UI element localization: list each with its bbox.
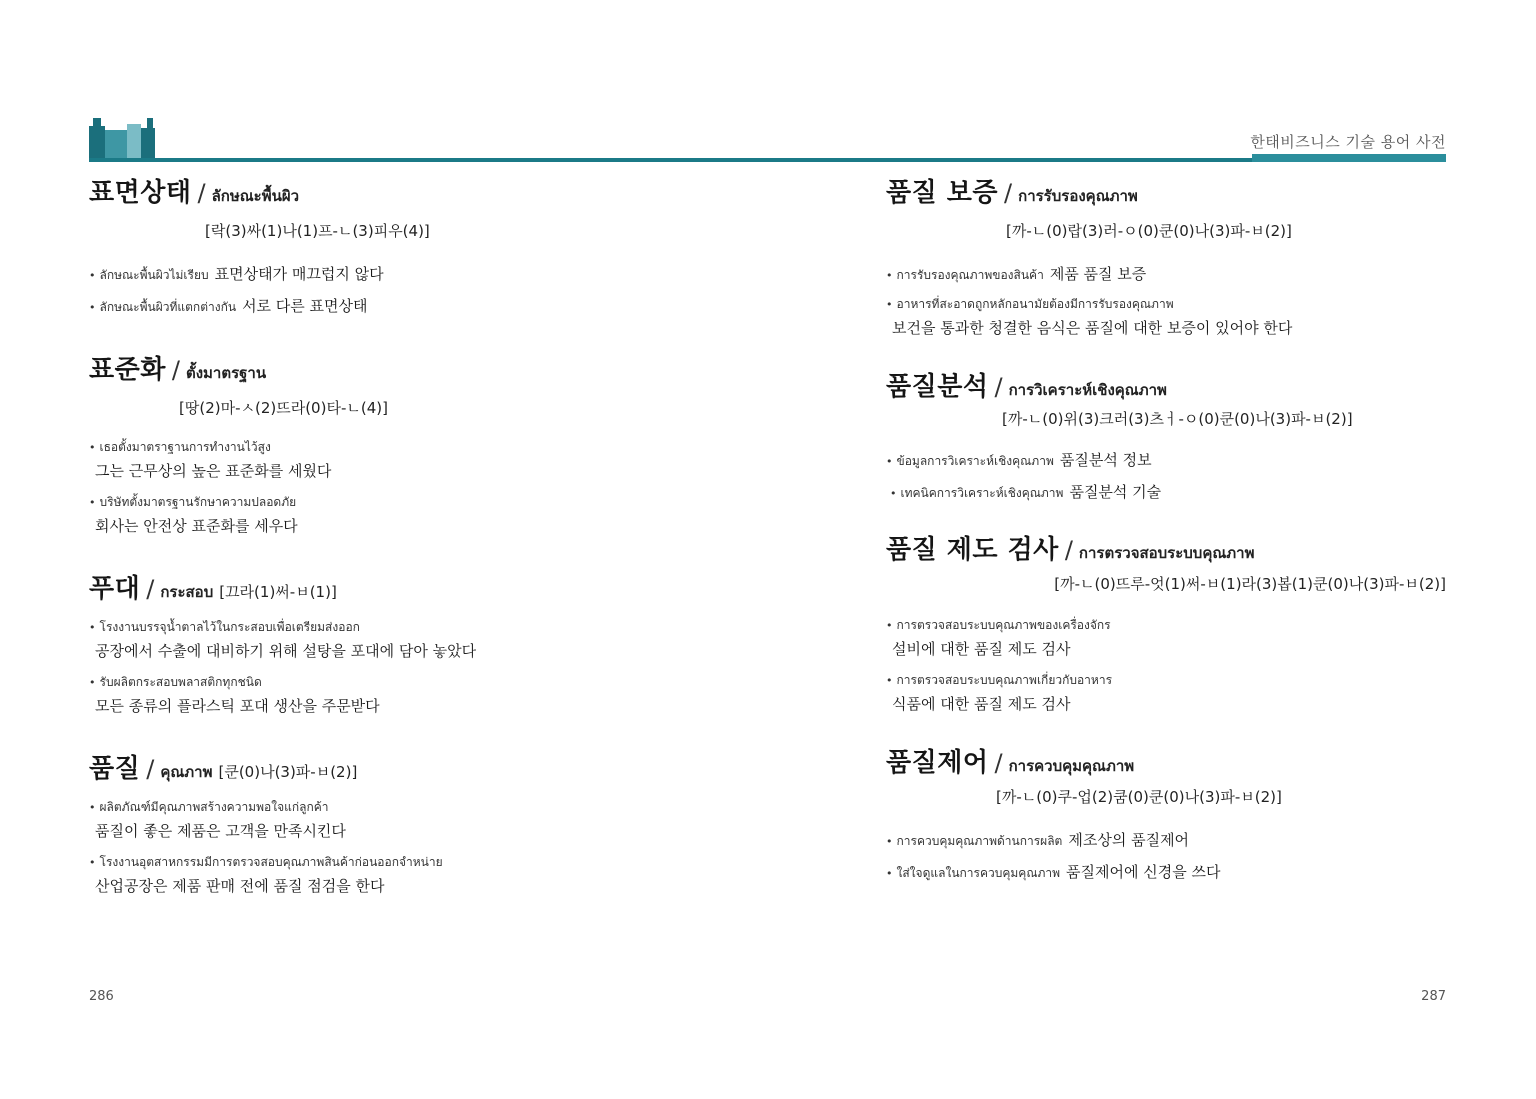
example-line: • ลักษณะพื้นผิวที่แตกต่างกัน 서로 다른 표면상태 (89, 297, 368, 315)
example-thai: • การตรวจสอบระบบคุณภาพเกี่ยวกับอาหาร (886, 673, 1113, 687)
dictionary-entry: 품질제어 / การควบคุมคุณภาพ [까-ㄴ(0)쿠-업(2)쿰(0)쿤(0)나(3)파-ㅂ(2)] • การควบคุมคุณภาพด้านการผลิต 제조상의 품질제어 • ใส่ใจดูแลในการควบคุมคุณภาพ 품질제어에 신경을 쓰다 (886, 750, 1446, 883)
entry-term: 품질분석 (886, 372, 989, 402)
dictionary-entry: 품질 / คุณภาพ [쿤(0)나(3)파-ㅂ(2)] • ผลิตภัณฑ์มีคุณภาพสร้างความพอใจแก่ลูกค้า 품질이 좋은 제품은 고객을 만족시킨다 • โรงงานอุตสาหกรรมมีการตรวจสอบคุณภาพสินค้าก่อนออกจำหน่าย 산업공장은 제품 판매 전에 품질 점검을 한다 (89, 756, 779, 896)
example-line: • ใส่ใจดูแลในการควบคุมคุณภาพ 품질제어에 신경을 쓰다 (886, 863, 1221, 881)
header-rule-accent (1252, 154, 1446, 162)
example-thai: • โรงงานอุตสาหกรรมมีการตรวจสอบคุณภาพสินค้าก่อนออกจำหน่าย (89, 855, 443, 869)
example-korean: 식품에 대한 품질 제도 검사 (892, 695, 1071, 713)
entry-pronunciation: [끄라(1)써-ㅂ(1)] (219, 583, 337, 601)
example-thai: • รับผลิตกระสอบพลาสติกทุกชนิด (89, 675, 262, 689)
entry-term: 품질제어 (886, 748, 989, 778)
example-korean: 회사는 안전상 표준화를 세우다 (95, 517, 298, 535)
entry-thai: การควบคุมคุณภาพ (1008, 757, 1135, 775)
example-line: • ข้อมูลการวิเคราะห์เชิงคุณภาพ 품질분석 정보 (886, 451, 1152, 469)
entry-term: 푸대 (89, 574, 141, 604)
example-thai: • โรงงานบรรจุน้ำตาลไว้ในกระสอบเพื่อเตรียมส่งออก (89, 620, 360, 634)
dictionary-entry: 품질 보증 / การรับรองคุณภาพ [까-ㄴ(0)랍(3)러-ㅇ(0)쿤(0)나(3)파-ㅂ(2)] • การรับรองคุณภาพของสินค้า 제품 품질 보증 • อาหารที่สะอาดถูกหลักอนามัยต้องมีการรับรองคุณภาพ 보건을 통과한 청결한 음식은 품질에 대한 보증이 있어야 한다 (886, 180, 1446, 338)
example-korean: 모든 종류의 플라스틱 포대 생산을 주문받다 (95, 697, 380, 715)
entry-term: 품질 보증 (886, 178, 999, 208)
entry-term: 표면상태 (89, 178, 192, 208)
dictionary-entry: 표면상태 / ลักษณะพื้นผิว [락(3)싸(1)나(1)프-ㄴ(3)피우(4)] • ลักษณะพื้นผิวไม่เรียบ 표면상태가 매끄럽지 않다 • ลักษณะพื้นผิวที่แตกต่างกัน 서로 다른 표면상태 (89, 180, 779, 317)
entry-pronunciation: [까-ㄴ(0)쿠-업(2)쿰(0)쿤(0)나(3)파-ㅂ(2)] (996, 788, 1282, 806)
entry-thai: ตั้งมาตรฐาน (185, 364, 267, 382)
example-thai: • การตรวจสอบระบบคุณภาพของเครื่องจักร (886, 618, 1111, 632)
example-korean: 품질이 좋은 제품은 고객을 만족시킨다 (95, 822, 346, 840)
entry-thai: ลักษณะพื้นผิว (211, 187, 300, 205)
example-korean: 공장에서 수출에 대비하기 위해 설탕을 포대에 담아 놓았다 (95, 642, 477, 660)
page-number-right: 287 (1421, 989, 1446, 1004)
entry-pronunciation: [락(3)싸(1)나(1)프-ㄴ(3)피우(4)] (205, 222, 430, 240)
book-title: 한태비즈니스 기술 용어 사전 (1250, 133, 1446, 151)
entry-term: 품질 (89, 754, 141, 784)
entry-pronunciation: [까-ㄴ(0)랍(3)러-ㅇ(0)쿤(0)나(3)파-ㅂ(2)] (1006, 222, 1292, 240)
entry-pronunciation: [까-ㄴ(0)위(3)크러(3)츠ㅓ-ㅇ(0)쿤(0)나(3)파-ㅂ(2)] (1002, 410, 1353, 428)
dictionary-entry: 품질 제도 검사 / การตรวจสอบระบบคุณภาพ [까-ㄴ(0)뜨루-엇(1)써-ㅂ(1)라(3)봅(1)쿤(0)나(3)파-ㅂ(2)] • การตรวจสอบระบบคุณภาพของเครื่องจักร 설비에 대한 품질 제도 검사 • การตรวจสอบระบบคุณภาพเกี่ยวกับอาหาร 식품에 대한 품질 제도 검사 (886, 535, 1446, 713)
entry-thai: กระสอบ (160, 583, 214, 601)
left-column (89, 176, 779, 896)
entry-thai: การรับรองคุณภาพ (1018, 187, 1138, 205)
entry-pronunciation: [까-ㄴ(0)뜨루-엇(1)써-ㅂ(1)라(3)봅(1)쿤(0)나(3)파-ㅂ(2)] (1054, 575, 1446, 593)
header-rule (89, 158, 1446, 162)
example-korean: 그는 근무상의 높은 표준화를 세웠다 (95, 462, 332, 480)
example-korean: 보건을 통과한 청결한 음식은 품질에 대한 보증이 있어야 한다 (892, 319, 1293, 337)
entry-thai: คุณภาพ (160, 763, 213, 781)
example-line: • ลักษณะพื้นผิวไม่เรียบ 표면상태가 매끄럽지 않다 (89, 265, 384, 283)
entry-pronunciation: [쿤(0)나(3)파-ㅂ(2)] (218, 763, 358, 781)
dictionary-entry: 품질분석 / การวิเคราะห์เชิงคุณภาพ [까-ㄴ(0)위(3)크러(3)츠ㅓ-ㅇ(0)쿤(0)나(3)파-ㅂ(2)] • ข้อมูลการวิเคราะห์เชิงคุณภาพ 품질분석 정보 • เทคนิคการวิเคราะห์เชิงคุณภาพ 품질분석 기술 (886, 374, 1446, 503)
entry-thai: การตรวจสอบระบบคุณภาพ (1078, 544, 1255, 562)
example-thai: • บริษัทตั้งมาตรฐานรักษาความปลอดภัย (89, 495, 297, 509)
building-logo-icon (89, 118, 159, 161)
example-line: • การควบคุมคุณภาพด้านการผลิต 제조상의 품질제어 (886, 831, 1190, 849)
entry-pronunciation: [땅(2)마-ㅅ(2)뜨라(0)타-ㄴ(4)] (179, 399, 388, 417)
example-korean: 산업공장은 제품 판매 전에 품질 점검을 한다 (95, 877, 385, 895)
example-thai: • เธอตั้งมาตราฐานการทำงานไว้สูง (89, 440, 271, 454)
entry-term: 품질 제도 검사 (886, 535, 1059, 565)
example-korean: 설비에 대한 품질 제도 검사 (892, 640, 1071, 658)
example-line: • การรับรองคุณภาพของสินค้า 제품 품질 보증 (886, 265, 1147, 283)
entry-thai: การวิเคราะห์เชิงคุณภาพ (1008, 381, 1167, 399)
dictionary-entry: 표준화 / ตั้งมาตรฐาน [땅(2)마-ㅅ(2)뜨라(0)타-ㄴ(4)] • เธอตั้งมาตราฐานการทำงานไว้สูง 그는 근무상의 높은 표준화를 세웠다 • บริษัทตั้งมาตรฐานรักษาความปลอดภัย 회사는 안전상 표준화를 세우다 (89, 357, 779, 536)
dictionary-entry: 푸대 / กระสอบ [끄라(1)써-ㅂ(1)] • โรงงานบรรจุน้ำตาลไว้ในกระสอบเพื่อเตรียมส่งออก 공장에서 수출에 대비하기 위해 설탕을 포대에 담아 놓았다 • รับผลิตกระสอบพลาสติกทุกชนิด 모든 종류의 플라스틱 포대 생산을 주문받다 (89, 576, 779, 716)
entry-term: 표준화 (89, 355, 166, 385)
example-thai: • อาหารที่สะอาดถูกหลักอนามัยต้องมีการรับรองคุณภาพ (886, 297, 1174, 311)
right-column (886, 176, 1446, 883)
page-number-left: 286 (89, 989, 114, 1004)
example-line: • เทคนิคการวิเคราะห์เชิงคุณภาพ 품질분석 기술 (890, 483, 1162, 501)
example-thai: • ผลิตภัณฑ์มีคุณภาพสร้างความพอใจแก่ลูกค้า (89, 800, 329, 814)
